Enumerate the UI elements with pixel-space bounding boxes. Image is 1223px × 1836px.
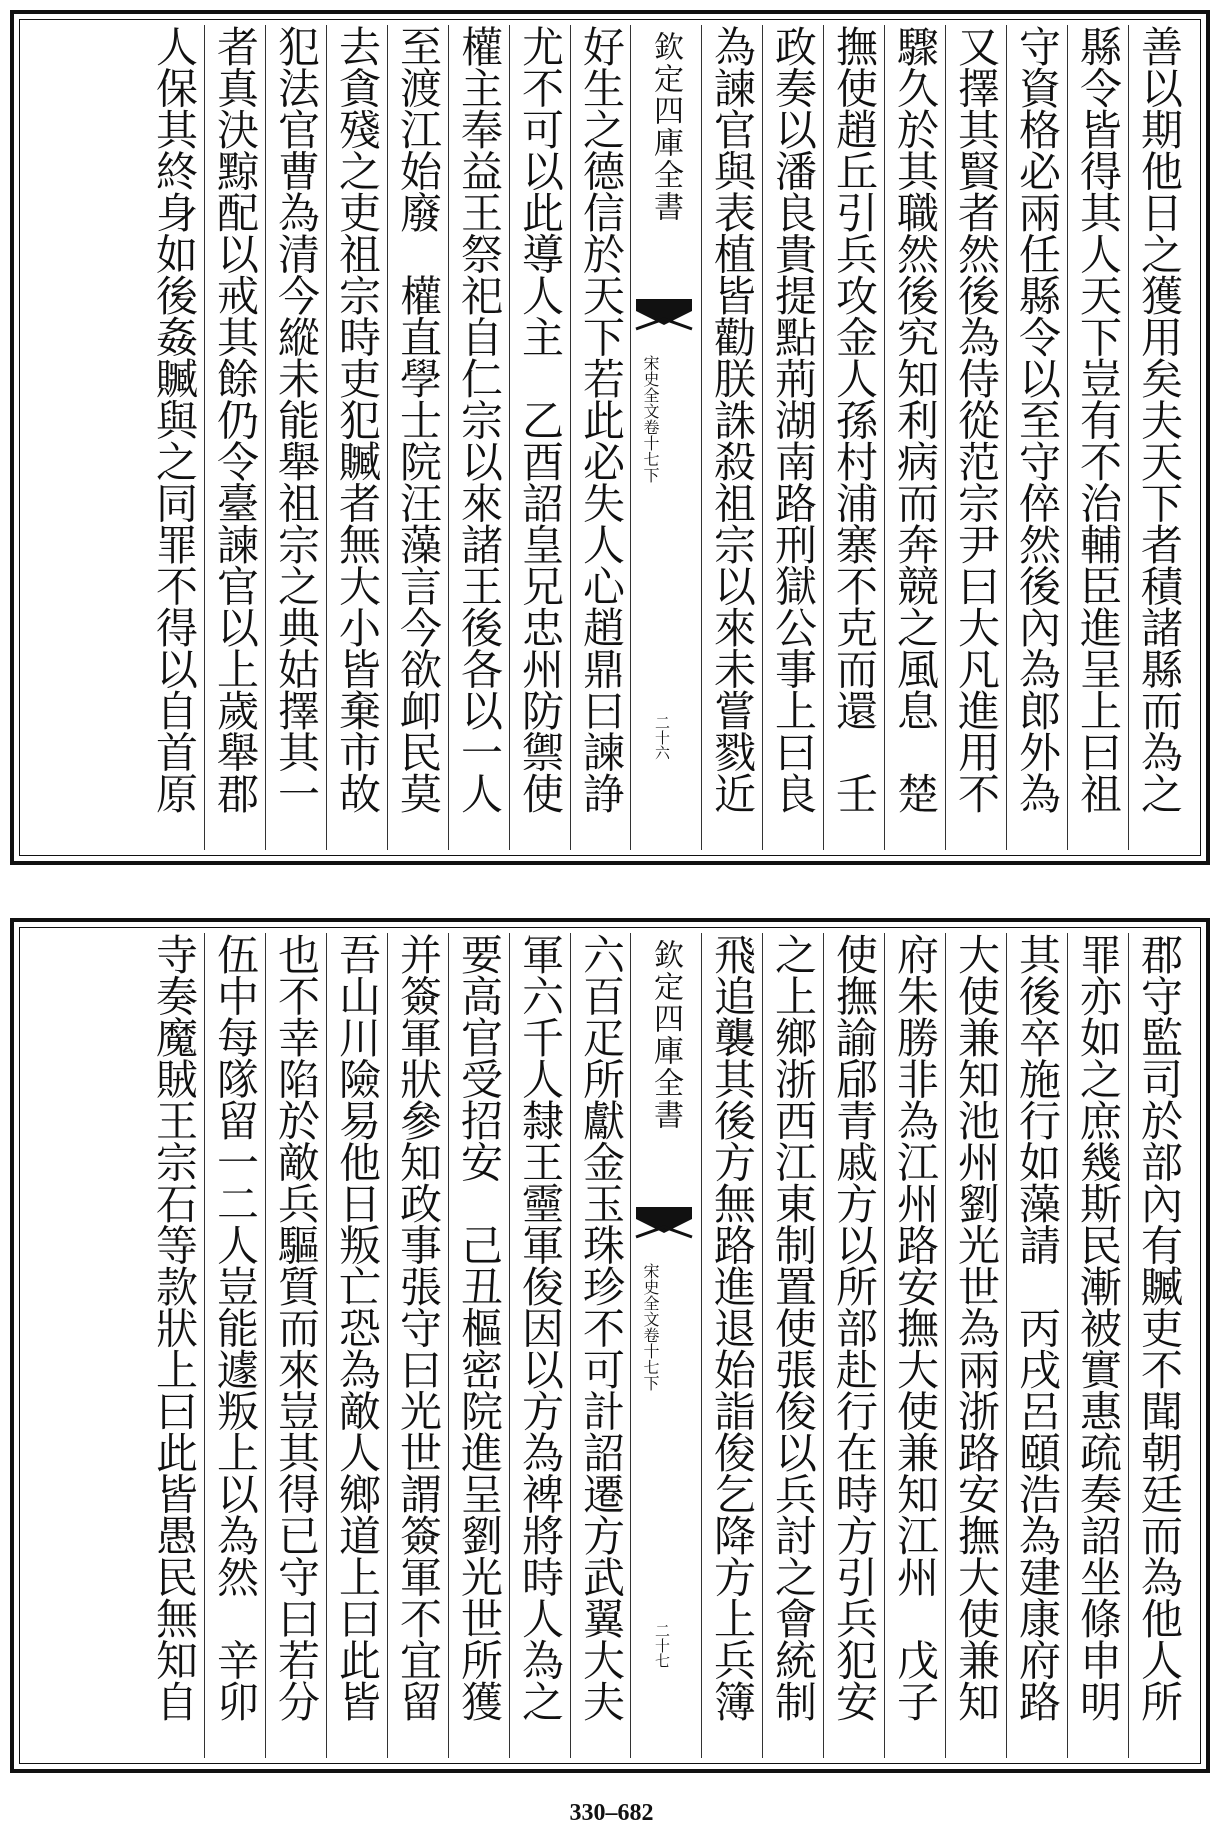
column-rule bbox=[387, 25, 388, 850]
column-rule bbox=[945, 25, 946, 850]
text-column: 權主奉益王祭祀自仁宗以來諸王後各以一人 bbox=[455, 25, 504, 814]
text-column: 縣令皆得其人天下豈有不治輔臣進呈上曰祖 bbox=[1074, 25, 1123, 814]
column-rule bbox=[387, 933, 388, 1758]
column-rule bbox=[701, 25, 702, 850]
text-column: 又擇其賢者然後為侍從范宗尹曰大凡進用不 bbox=[952, 25, 1001, 814]
text-column: 尤不可以此導人主 乙酉詔皇兄忠州防禦使 bbox=[516, 25, 565, 814]
text-column: 六百疋所獻金玉珠珍不可計詔遷方武翼大夫 bbox=[577, 933, 626, 1722]
column-rule bbox=[509, 25, 510, 850]
column-rule bbox=[762, 933, 763, 1758]
column-rule bbox=[1067, 25, 1068, 850]
column-rule bbox=[570, 933, 571, 1758]
book-page-2 bbox=[10, 918, 1210, 1773]
column-rule bbox=[326, 25, 327, 850]
fishtail-mark-icon bbox=[634, 1203, 694, 1247]
column-rule bbox=[945, 933, 946, 1758]
text-column: 要高官受招安 己丑樞密院進呈劉光世所獲 bbox=[455, 933, 504, 1722]
column-rule bbox=[1067, 933, 1068, 1758]
text-column: 為諫官與表植皆勸朕誅殺祖宗以來未嘗戮近 bbox=[708, 25, 757, 814]
text-column: 府朱勝非為江州路安撫大使兼知江州 戊子 bbox=[891, 933, 940, 1722]
text-column: 撫使趙丘引兵攻金人孫村浦寨不克而還 壬 bbox=[830, 25, 879, 814]
text-column: 犯法官曹為清今縱未能舉祖宗之典姑擇其一 bbox=[272, 25, 321, 814]
column-rule bbox=[630, 25, 631, 850]
text-column: 好生之德信於天下若此必失人心趙鼎曰諫諍 bbox=[577, 25, 626, 814]
text-column: 善以期他日之獲用矣夫天下者積諸縣而為之 bbox=[1135, 25, 1184, 814]
book-title: 欽定四庫全書 bbox=[648, 939, 683, 1131]
column-rule bbox=[1128, 25, 1129, 850]
folio-number: 二十七 bbox=[653, 1623, 671, 1668]
page-number: 330–682 bbox=[569, 1800, 654, 1826]
text-column: 寺奏魔賊王宗石等款狀上曰此皆愚民無知自 bbox=[150, 933, 199, 1722]
text-column: 驟久於其職然後究知利病而奔競之風息 楚 bbox=[891, 25, 940, 814]
text-column: 至渡江始廢 權直學士院汪藻言今欲卹民莫 bbox=[394, 25, 443, 814]
center-fold bbox=[634, 933, 694, 1758]
text-column: 者真決黥配以戒其餘仍令臺諫官以上歲舉郡 bbox=[211, 25, 260, 814]
column-rule bbox=[570, 25, 571, 850]
column-rule bbox=[823, 25, 824, 850]
text-column: 政奏以潘良貴提點荊湖南路刑獄公事上曰良 bbox=[769, 25, 818, 814]
column-rule bbox=[762, 25, 763, 850]
column-rule bbox=[1006, 933, 1007, 1758]
text-column: 守資格必兩任縣令以至守倅然後內為郎外為 bbox=[1013, 25, 1062, 814]
book-page-1 bbox=[10, 10, 1210, 865]
text-column: 人保其終身如後姦贓與之同罪不得以自首原 bbox=[150, 25, 199, 814]
column-rule bbox=[509, 933, 510, 1758]
column-rule bbox=[1128, 933, 1129, 1758]
fishtail-mark-icon bbox=[634, 295, 694, 339]
text-column: 使撫諭郈青戚方以所部赴行在時方引兵犯安 bbox=[830, 933, 879, 1722]
book-title: 欽定四庫全書 bbox=[648, 31, 683, 223]
column-rule bbox=[326, 933, 327, 1758]
text-column: 郡守監司於部內有贓吏不聞朝廷而為他人所 bbox=[1135, 933, 1184, 1722]
text-column: 大使兼知池州劉光世為兩浙路安撫大使兼知 bbox=[952, 933, 1001, 1722]
column-rule bbox=[265, 933, 266, 1758]
center-fold bbox=[634, 25, 694, 850]
text-column: 也不幸陷於敵兵驅質而來豈其得已守曰若分 bbox=[272, 933, 321, 1722]
column-rule bbox=[701, 933, 702, 1758]
text-column: 罪亦如之庶幾斯民漸被實惠疏奏詔坐條申明 bbox=[1074, 933, 1123, 1722]
text-column: 軍六千人隸王𤫊軍俊因以方為裨將時人為之 bbox=[516, 933, 565, 1722]
folio-number: 二十六 bbox=[653, 715, 671, 760]
column-rule bbox=[204, 25, 205, 850]
column-rule bbox=[265, 25, 266, 850]
text-column: 之上鄉浙西江東制置使張俊以兵討之會統制 bbox=[769, 933, 818, 1722]
column-rule bbox=[1006, 25, 1007, 850]
text-column: 飛追襲其後方無路進退始詣俊乞降方上兵簿 bbox=[708, 933, 757, 1722]
volume-label: 宋史全文卷十七下 bbox=[641, 355, 660, 483]
text-column: 其後卒施行如藻請 丙戌呂頤浩為建康府路 bbox=[1013, 933, 1062, 1722]
column-rule bbox=[630, 933, 631, 1758]
text-column: 吾山川險易他日叛亡恐為敵人鄉道上曰此皆 bbox=[333, 933, 382, 1722]
column-rule bbox=[448, 25, 449, 850]
column-rule bbox=[884, 933, 885, 1758]
column-rule bbox=[448, 933, 449, 1758]
text-column: 伍中每隊留一二人豈能遽叛上以為然 辛卯 bbox=[211, 933, 260, 1722]
column-rule bbox=[204, 933, 205, 1758]
column-rule bbox=[823, 933, 824, 1758]
column-rule bbox=[884, 25, 885, 850]
volume-label: 宋史全文卷十七下 bbox=[641, 1263, 660, 1391]
text-column: 去貪殘之吏祖宗時吏犯贓者無大小皆棄市故 bbox=[333, 25, 382, 814]
text-column: 并簽軍狀參知政事張守曰光世謂簽軍不宜留 bbox=[394, 933, 443, 1722]
